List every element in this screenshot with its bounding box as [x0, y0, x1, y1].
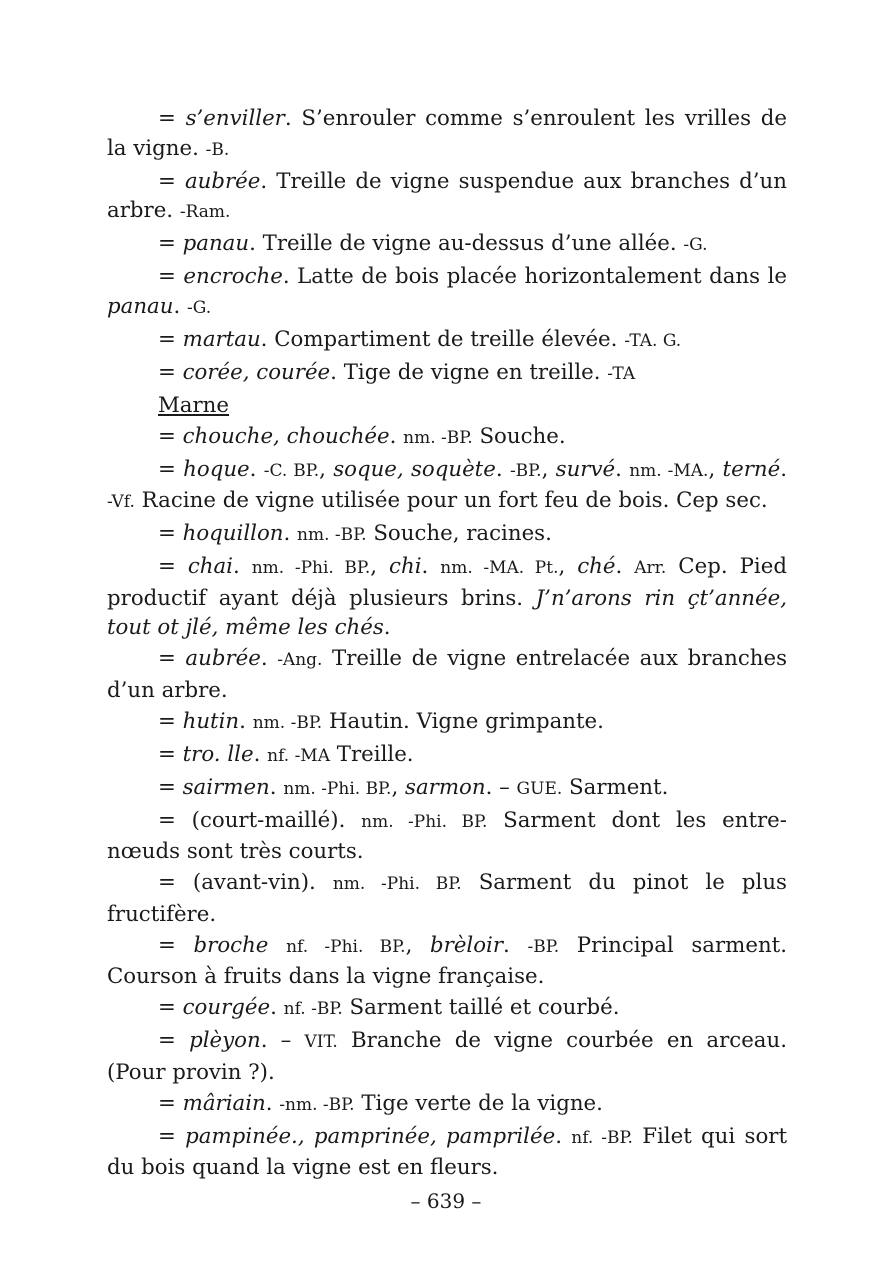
entry-text: Branche de vigne courbée en arceau. (Pour provin ?). [107, 1028, 787, 1085]
entry-text: . [239, 708, 253, 734]
entry-text: = [158, 1123, 186, 1149]
section-heading-text: Marne [158, 392, 230, 418]
dictionary-entry [107, 993, 787, 1025]
source-abbreviation: -Vf. [107, 492, 135, 512]
dictionary-entry [107, 707, 787, 739]
entry-text: = [158, 168, 185, 194]
entry-text: , [558, 554, 578, 579]
source-abbreviation: -TA. G. [624, 330, 682, 351]
dictionary-entry [107, 868, 787, 929]
entry-text: . [232, 554, 252, 579]
entry-text: = [158, 741, 183, 767]
entry-text: . [421, 554, 441, 579]
source-abbreviation: nf. -BP. [571, 1127, 633, 1148]
entry-text: Sarment dont les entre-nœuds sont très courts. [107, 807, 787, 864]
dictionary-entry [107, 167, 787, 228]
entry-text: . Treille de vigne au-dessus d’une allée. [249, 231, 684, 256]
dialect-term: martau [182, 326, 261, 352]
entry-text: . [615, 456, 630, 482]
source-abbreviation: nf. -BP. [283, 999, 343, 1019]
source-abbreviation: GUE. [516, 778, 563, 799]
entry-text: = [158, 708, 183, 734]
entry-text: . [503, 932, 528, 958]
entry-text: = [158, 264, 184, 289]
dialect-term: terné [722, 456, 781, 482]
source-abbreviation: -G. [683, 235, 708, 255]
dialect-term: hoquillon [182, 521, 284, 546]
source-abbreviation: nm. -BP. [297, 525, 367, 545]
dictionary-entry [107, 1089, 787, 1121]
entry-text: Souche, racines. [366, 521, 552, 546]
entry-text: . [389, 423, 404, 449]
dialect-term: hutin [182, 708, 240, 734]
entry-text: Racine de vigne utilisée pour un fort feu de bois. Cep sec. [134, 488, 768, 513]
dictionary-entry [107, 773, 787, 805]
entry-text: = (court-maillé). [158, 807, 362, 833]
source-abbreviation: nm. -Phi. BP. [283, 778, 392, 799]
dialect-term: hoque [183, 456, 250, 482]
source-abbreviation: -Ram. [179, 202, 231, 222]
entry-text: . [383, 615, 391, 640]
entry-text: . [555, 1123, 572, 1149]
entry-text: = [158, 646, 186, 671]
dictionary-entry [107, 931, 787, 992]
dialect-term: tro. lle [182, 741, 254, 767]
dictionary-entry [107, 1122, 787, 1183]
entry-text: Filet qui sort du bois quand la vigne est en fleurs. [107, 1123, 787, 1180]
page-number: – 639 – [410, 1189, 482, 1213]
dictionary-entry [107, 455, 787, 518]
dictionary-entry [107, 644, 787, 705]
source-abbreviation: nm. -Phi. BP. [332, 874, 462, 894]
section-heading [107, 391, 787, 421]
source-abbreviation: nm. -MA. [629, 460, 709, 481]
entry-text: = [158, 231, 183, 256]
dialect-term: brèloir [430, 932, 504, 958]
entry-text: Principal sarment. Courson à fruits dans la vigne française. [107, 932, 788, 989]
entry-text: = [158, 1028, 190, 1053]
entry-text: Cep. Pied productif ayant déjà plusieurs brins. [107, 554, 787, 611]
entry-text: . Latte de bois placée horizontalement dans le [282, 264, 787, 289]
entry-text: = [158, 521, 183, 546]
dialect-term: encroche [183, 264, 283, 289]
entry-text: = [158, 1090, 183, 1116]
source-abbreviation: nf. -MA [267, 745, 330, 766]
source-abbreviation: -TA [607, 363, 636, 384]
entry-text: , [541, 456, 556, 482]
dialect-term: chai [187, 554, 233, 579]
dictionary-entry [107, 422, 787, 454]
entry-text: , [370, 554, 390, 579]
dialect-term: sairmen [182, 774, 270, 800]
entry-text: = [158, 106, 186, 131]
entry-text: . [265, 1090, 280, 1116]
entry-text: Tige verte de la vigne. [354, 1090, 603, 1116]
entry-text: = [158, 554, 188, 579]
entry-text: Sarment du pinot le plus fructifère. [107, 870, 787, 927]
dictionary-entry [107, 358, 787, 390]
dialect-term: survé [555, 456, 616, 482]
source-abbreviation: -G. [187, 297, 212, 318]
entry-text: Treille de vigne entrelacée aux branches d’un arbre. [107, 646, 787, 703]
entry-text: , [405, 932, 430, 958]
dictionary-entry [107, 229, 787, 261]
source-abbreviation: Arr. [634, 558, 667, 578]
source-abbreviation: nf. -Phi. BP. [286, 936, 406, 957]
entry-text: , [708, 456, 723, 482]
entry-text: . [260, 646, 278, 671]
entry-text: . [780, 456, 787, 482]
source-abbreviation: -B. [205, 139, 230, 160]
source-abbreviation: nm. -Phi. BP. [361, 811, 488, 832]
dictionary-entry [107, 104, 787, 165]
entry-text: = [158, 326, 183, 352]
entry-text: . [270, 995, 284, 1020]
entry-text: Souche. [472, 423, 566, 449]
dictionary-entry [107, 519, 787, 551]
dialect-term: sarmon [405, 774, 486, 800]
source-abbreviation: nm. -BP. [403, 427, 473, 448]
entry-text: Sarment. [562, 774, 669, 800]
dialect-term: chouche, chouchée [182, 423, 390, 449]
dictionary-entry [107, 262, 787, 323]
entry-text: Sarment taillé et courbé. [342, 995, 620, 1020]
source-abbreviation: nm. -MA. Pt. [440, 558, 559, 578]
dictionary-entry [107, 1026, 787, 1087]
source-abbreviation: -nm. -BP. [279, 1094, 355, 1115]
entry-text: , [319, 456, 334, 482]
dialect-term: pampinée., pamprinée, pamprilée [185, 1123, 556, 1149]
source-abbreviation: nm. -BP. [252, 712, 323, 733]
entry-text: = [158, 995, 183, 1020]
entry-text: = (avant-vin). [158, 870, 333, 895]
dictionary-entry [107, 740, 787, 772]
dialect-term: ché [577, 554, 616, 579]
entry-text: . S’enrouler comme s’enroulent les vrilles de la vigne. [107, 106, 787, 161]
entry-text: . [615, 554, 635, 579]
source-abbreviation: VIT. [304, 1032, 338, 1052]
source-abbreviation: -Ang. [277, 650, 323, 670]
dialect-term: courgée [182, 995, 271, 1020]
dialect-term: corée, courée [182, 359, 331, 385]
entry-text: . – [485, 774, 517, 800]
entry-text: . [495, 456, 510, 482]
entry-text: . Tige de vigne en treille. [330, 359, 608, 385]
source-abbreviation: -BP. [527, 936, 560, 957]
entry-text: . [249, 456, 264, 482]
document-body [107, 104, 787, 1184]
entry-text: . [283, 521, 298, 546]
dialect-term: panau [182, 231, 250, 256]
entry-text: . [173, 293, 188, 319]
entry-text: = [158, 456, 184, 482]
entry-text: = [158, 423, 183, 449]
source-abbreviation: -BP. [509, 460, 542, 481]
dialect-term: aubrée [185, 646, 261, 671]
entry-text: = [158, 359, 183, 385]
dialect-term: soque, soquète [333, 456, 496, 482]
entry-text: . Compartiment de treille élevée. [260, 326, 625, 352]
source-abbreviation: -C. BP. [263, 460, 320, 481]
dictionary-entry [107, 552, 787, 643]
dialect-term: aubrée [184, 168, 261, 194]
entry-text [268, 933, 286, 958]
dialect-term: plèyon [189, 1028, 261, 1053]
dialect-term: chi [389, 554, 422, 579]
entry-text: , [391, 774, 406, 800]
dialect-term: s’enviller [185, 106, 285, 131]
entry-text: = [158, 932, 194, 958]
dialect-term: mâriain [182, 1090, 266, 1116]
entry-text: = [158, 774, 183, 800]
entry-text: . [269, 774, 284, 800]
entry-text: Hautin. Vigne grimpante. [322, 708, 604, 734]
entry-text: . [253, 741, 268, 767]
entry-text: . – [260, 1028, 305, 1053]
dialect-term: J’n’arons rin çt’année, tout ot jlé, même les chés [107, 585, 787, 640]
entry-text: . Treille de vigne suspendue aux branches d’un arbre. [107, 168, 787, 223]
dictionary-entry [107, 325, 787, 357]
entry-text: Treille. [330, 741, 414, 767]
source-abbreviation: nm. -Phi. BP. [251, 558, 371, 578]
dictionary-entry [107, 806, 787, 867]
dialect-term: broche [193, 932, 269, 958]
dialect-term: panau [107, 293, 174, 319]
